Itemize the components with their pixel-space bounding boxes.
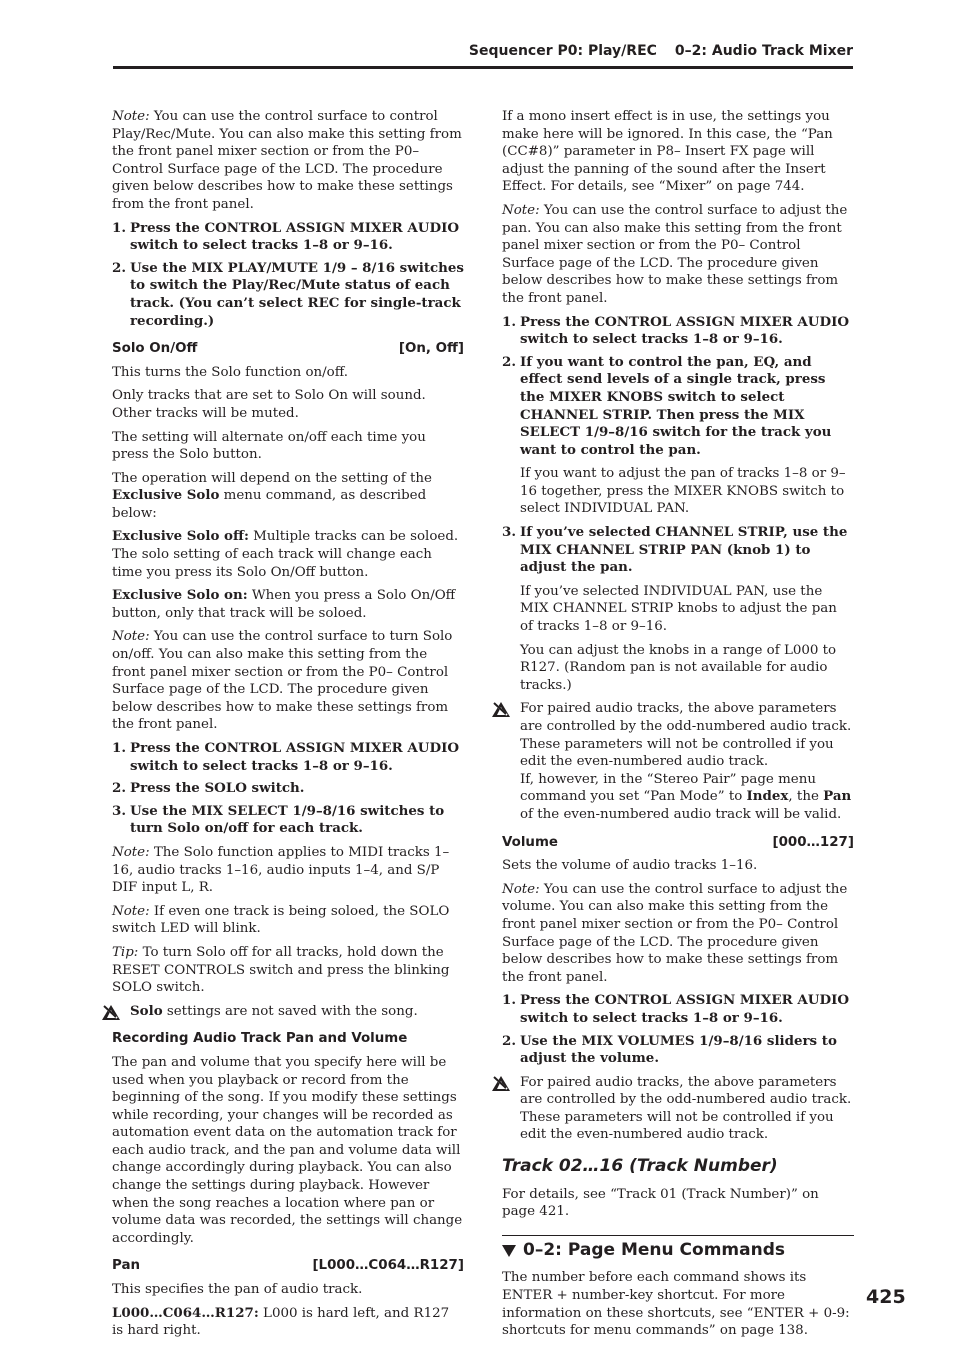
- pan-steps: [502, 314, 854, 460]
- step-item: 2. If you want to control the pan, EQ, and effect send levels of a single track, press the MIXER KNOBS switch to select CHANNEL STRIP. Then press the MIX SELECT 1/9–8/16 switch for the track you want to control the pan.: [502, 353, 832, 458]
- paragraph: Sets the volume of audio tracks 1–16.: [502, 858, 758, 874]
- paragraph: L000…C064…R127: L000 is hard left, and R127 is hard right.: [112, 1304, 450, 1339]
- warning-paragraph: Solo settings are not saved with the song.: [112, 1003, 464, 1021]
- pan-steps-cont: [502, 524, 854, 577]
- page-number: 425: [866, 1286, 906, 1308]
- paragraph: The pan and volume that you specify here will be used when you playback or record from the beginning of the song. If you modify these settings while recording, your changes will be recorded as automation event data on the automation track for each audio track, and the pan and volume data will change accordingly during playback. You can also change the settings during playback. However when the song reaches a location where pan or volume data was recorded, the settings will change accordingly.: [112, 1054, 463, 1246]
- step-detail: If you’ve selected INDIVIDUAL PAN, use the MIX CHANNEL STRIP knobs to adjust the pan of tracks 1–8 or 9–16.: [520, 583, 837, 635]
- step-item: 1. Press the CONTROL ASSIGN MIXER AUDIO switch to select tracks 1–8 or 9–16.: [112, 740, 459, 774]
- pencil-warning-icon: [100, 1004, 122, 1021]
- note-paragraph: Note: The Solo function applies to MIDI tracks 1–16, audio tracks 1–16, audio inputs 1–4, and S/P DIF input L, R.: [112, 844, 450, 896]
- step-item: 1. Press the CONTROL ASSIGN MIXER AUDIO switch to select tracks 1–8 or 9–16.: [502, 992, 849, 1026]
- pencil-warning-icon: [490, 701, 512, 718]
- paragraph: The setting will alternate on/off each time you press the Solo button.: [112, 429, 426, 463]
- volume-steps: [502, 992, 854, 1067]
- step-item: 3. If you’ve selected CHANNEL STRIP, use the MIX CHANNEL STRIP PAN (knob 1) to adjust the pan.: [502, 524, 848, 576]
- running-header: [469, 43, 853, 61]
- param-heading-pan: Pan [L000…C064…R127]: [112, 1258, 464, 1274]
- note-paragraph: Note: You can use the control surface to adjust the pan. You can also make this setting from the front panel mixer section or from the P0– Control Surface page of the LCD. The procedure given below describes how to make these settings from the front panel.: [502, 202, 848, 306]
- paragraph: If a mono insert effect is in use, the settings you make here will be ignored. In this case, the “Pan (CC#8)” parameter in P8– Insert FX page will adjust the panning of the sound after the Insert Effect. For details, see “Mixer” on page 744.: [502, 109, 833, 195]
- param-heading-solo: Solo On/Off [On, Off]: [112, 341, 464, 357]
- note-paragraph: Note: You can use the control surface to control Play/Rec/Mute. You can also make this setting from the front panel mixer section or from the P0– Control Surface page of the LCD. The procedure given below describes how to make these settings from the front panel.: [112, 109, 462, 212]
- step-detail: If you want to adjust the pan of tracks 1–8 or 9–16 together, press the MIXER KNOBS switch to select INDIVIDUAL PAN.: [520, 466, 846, 517]
- paragraph: The operation will depend on the setting of the Exclusive Solo menu command, as described below:: [112, 470, 432, 521]
- paragraph: Only tracks that are set to Solo On will sound. Other tracks will be muted.: [112, 388, 426, 421]
- page-menu-heading: 0–2: Page Menu Commands: [502, 1235, 854, 1260]
- step-item: 3. Use the MIX SELECT 1/9–8/16 switches to turn Solo on/off for each track.: [112, 802, 445, 837]
- step-item: 1. Press the CONTROL ASSIGN MIXER AUDIO switch to select tracks 1–8 or 9–16.: [502, 313, 849, 348]
- warning-paragraph: For paired audio tracks, the above parameters are controlled by the odd-numbered audio track. These parameters will not be controlled if you edit the even-numbered audio track. If, however, in the “Stereo Pair” page menu command you set “Pan Mode” to Index, the Pan of the even-numbered audio track will be valid.: [502, 700, 854, 823]
- tip-paragraph: Tip: To turn Solo off for all tracks, hold down the RESET CONTROLS switch and press the blinking SOLO switch.: [112, 944, 450, 996]
- track-number-heading: Track 02…16 (Track Number): [502, 1156, 778, 1177]
- step-item: 2. Use the MIX VOLUMES 1/9–8/16 sliders to adjust the volume.: [502, 1032, 837, 1067]
- solo-steps: [112, 740, 464, 838]
- right-column: [502, 108, 854, 1346]
- note-paragraph: Note: You can use the control surface to turn Solo on/off. You can also make this setting from the front panel mixer section or from the P0– Control Surface page of the LCD. The procedure given below describes how to make these settings from the front panel.: [112, 629, 453, 733]
- paragraph: This specifies the pan of audio track.: [112, 1282, 363, 1298]
- note-paragraph: Note: If even one track is being soloed, the SOLO switch LED will blink.: [112, 903, 450, 937]
- pencil-warning-icon: [490, 1075, 512, 1092]
- header-section: Sequencer P0: Play/REC: [468, 43, 657, 59]
- step-item: 1. Press the CONTROL ASSIGN MIXER AUDIO switch to select tracks 1–8 or 9–16.: [112, 219, 459, 254]
- paragraph: The number before each command shows its ENTER + number-key shortcut. For more information on these shortcuts, see “ENTER + 0-9: shortcuts for menu commands” on page 138.: [502, 1270, 850, 1339]
- left-column: [112, 108, 464, 1346]
- header-rule: [113, 66, 853, 69]
- step-item: 2. Press the SOLO switch.: [112, 780, 305, 797]
- paragraph: Exclusive Solo off: Multiple tracks can be soloed. The solo setting of each track will change each time you press its Solo On/Off button.: [112, 528, 459, 580]
- paragraph: This turns the Solo function on/off.: [112, 364, 349, 380]
- step-item: 2. Use the MIX PLAY/MUTE 1/9 – 8/16 switches to switch the Play/Rec/Mute status of each track. (You can’t select REC for single-track recording.): [112, 259, 464, 329]
- paragraph: Exclusive Solo on: When you press a Solo On/Off button, only that track will be soloed.: [112, 587, 456, 621]
- triangle-down-icon: [502, 1245, 516, 1257]
- play-rec-mute-steps: [112, 220, 464, 331]
- header-page: 0–2: Audio Track Mixer: [674, 43, 853, 59]
- recording-heading: Recording Audio Track Pan and Volume: [112, 1031, 408, 1047]
- paragraph: For details, see “Track 01 (Track Number)” on page 421.: [502, 1186, 819, 1220]
- param-heading-volume: Volume [000…127]: [502, 834, 854, 850]
- step-detail: You can adjust the knobs in a range of L000 to R127. (Random pan is not available for audio tracks.): [520, 642, 837, 693]
- warning-paragraph: For paired audio tracks, the above parameters are controlled by the odd-numbered audio track. These parameters will not be controlled if you edit the even-numbered audio track.: [502, 1074, 854, 1144]
- note-paragraph: Note: You can use the control surface to adjust the volume. You can also make this setting from the front panel mixer section or from the P0– Control Surface page of the LCD. The procedure given below describes how to make these settings from the front panel.: [502, 881, 848, 985]
